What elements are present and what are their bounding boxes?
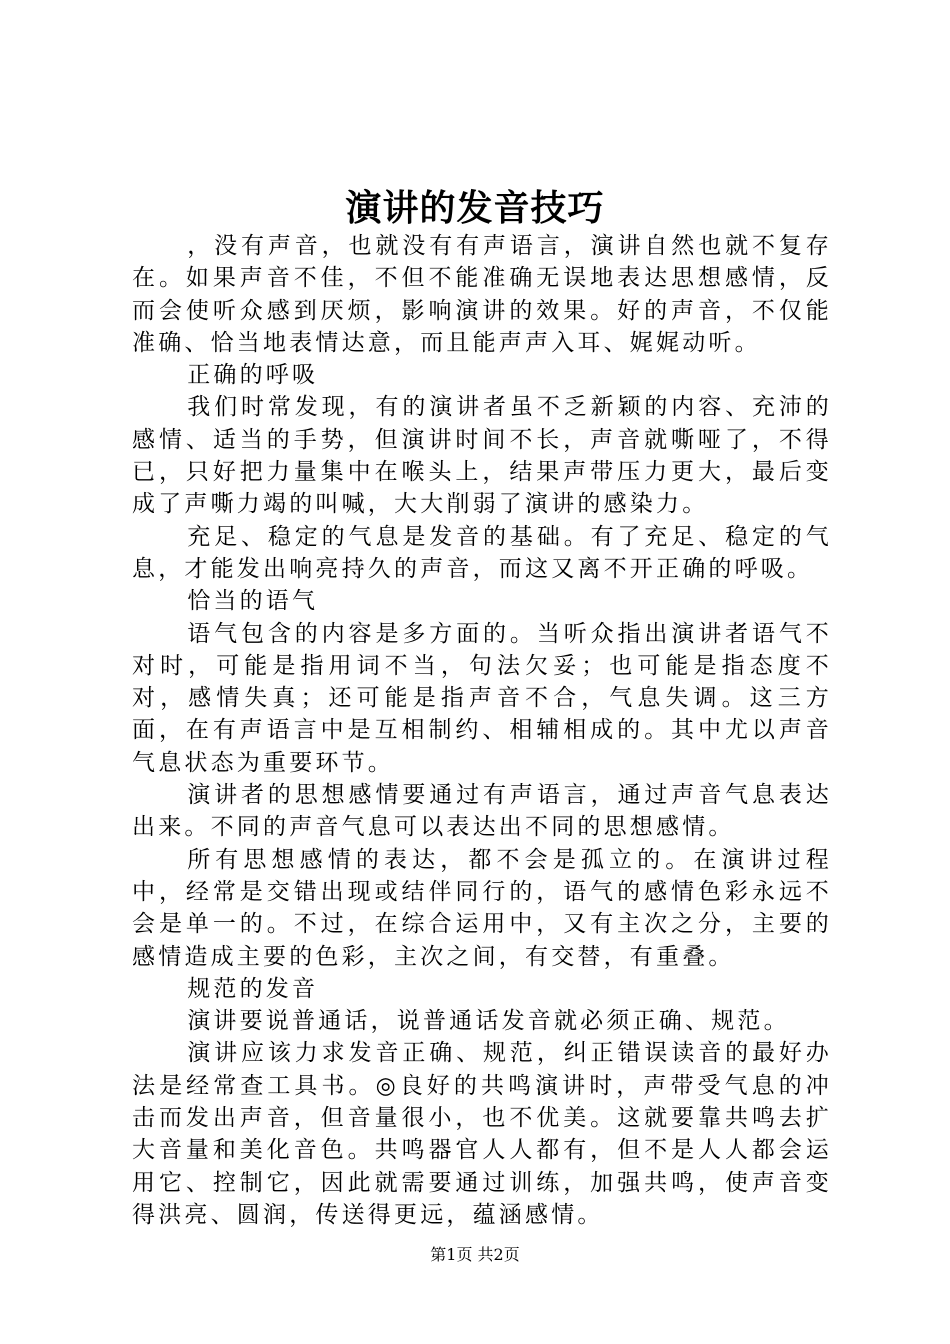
- document-title: 演讲的发音技巧: [345, 187, 605, 229]
- paragraph: 语气包含的内容是多方面的。当听众指出演讲者语气不对时，可能是指用词不当，句法欠妥；也可能是指态度不对，感情失真；还可能是指声音不合，气息失调。这三方面，在有声语言中是互相制约、相辅相成的。其中尤以声音气息状态为重要环节。: [132, 620, 832, 776]
- paragraph: 演讲应该力求发音正确、规范，纠正错误读音的最好办法是经常查工具书。◎良好的共鸣演讲时，声带受气息的冲击而发出声音，但音量很小，也不优美。这就要靠共鸣去扩大音量和美化音色。共鸣器官人人都有，但不是人人都会运用它、控制它，因此就需要通过训练，加强共鸣，使声音变得洪亮、圆润，传送得更远，蕴涵感情。: [132, 1040, 832, 1228]
- paragraph: 所有思想感情的表达，都不会是孤立的。在演讲过程中，经常是交错出现或结伴同行的，语气的感情色彩永远不会是单一的。不过，在综合运用中，又有主次之分，主要的感情造成主要的色彩，主次之间，有交替，有重叠。: [132, 846, 832, 970]
- section-heading-tone: 恰当的语气: [187, 588, 319, 615]
- paragraph-intro: ，没有声音，也就没有有声语言，演讲自然也就不复存在。如果声音不佳，不但不能准确无误地表达思想感情，反而会使听众感到厌烦，影响演讲的效果。好的声音，不仅能准确、恰当地表情达意，而且能声声入耳、娓娓动听。: [132, 233, 832, 356]
- paragraph: 演讲要说普通话，说普通话发音就必须正确、规范。: [187, 1008, 790, 1035]
- document-body: [132, 230, 832, 1231]
- paragraph: 演讲者的思想感情要通过有声语言，通过声音气息表达出来。不同的声音气息可以表达出不同的思想感情。: [132, 782, 832, 841]
- page-footer: 第1页 共2页: [430, 1245, 520, 1264]
- section-heading-breathing: 正确的呼吸: [187, 362, 319, 389]
- paragraph: 我们时常发现，有的演讲者虽不乏新颖的内容、充沛的感情、适当的手势，但演讲时间不长，声音就嘶哑了，不得已，只好把力量集中在喉头上，结果声带压力更大，最后变成了声嘶力竭的叫喊，大大削弱了演讲的感染力。: [132, 394, 832, 518]
- paragraph: 充足、稳定的气息是发音的基础。有了充足、稳定的气息，才能发出响亮持久的声音，而这又离不开正确的呼吸。: [132, 523, 832, 582]
- section-heading-pronunciation: 规范的发音: [187, 975, 319, 1002]
